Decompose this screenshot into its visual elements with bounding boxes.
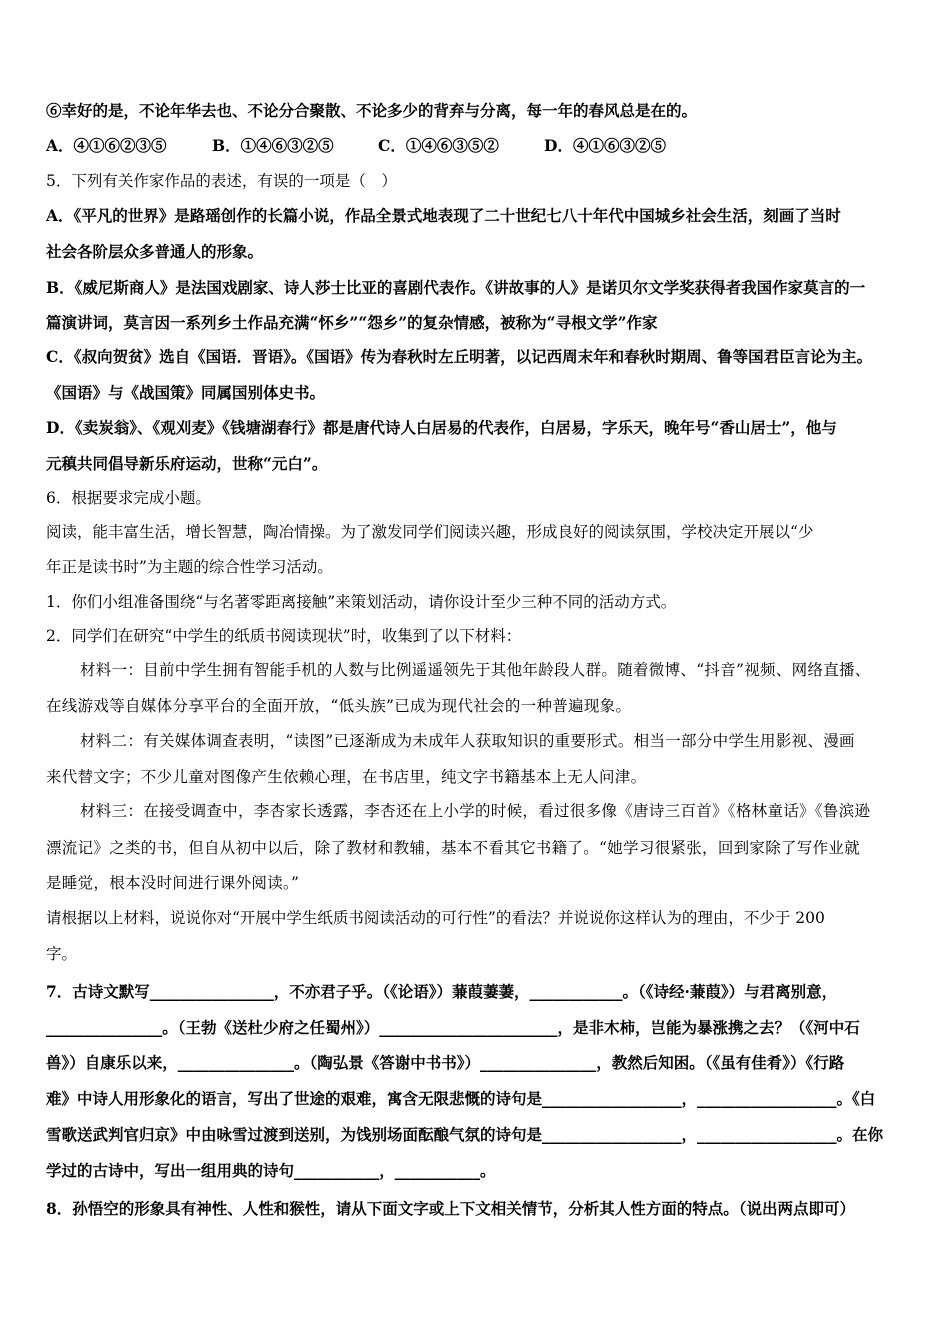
q8-stem: 8．孙悟空的形象具有神性、人性和猴性，请从下面文字或上下文相关情节，分析其人性方面的特点。（说出两点即可） [46, 1199, 856, 1218]
q4-option-a: A．④①⑥②③⑤ [46, 136, 167, 155]
q6-task-line2: 字。 [46, 945, 78, 963]
q4-option-d: D．④①⑥③②⑤ [544, 136, 666, 155]
q7-line6: 学过的古诗中，写出一组用典的诗句___________，___________。 [46, 1161, 496, 1180]
q5-stem: 5．下列有关作家作品的表述，有误的一项是（ ） [46, 172, 397, 190]
material-1-line2: 在线游戏等自媒体分享平台的全面开放，“低头族”已成为现代社会的一种普遍现象。 [46, 697, 632, 715]
q5-option-a-line2: 社会各阶层众多普通人的形象。 [46, 242, 264, 261]
q5-option-c-line1: C．《叔向贺贫》选自《国语．晋语》。《国语》传为春秋时左丘明著，以记西周末年和春秋时期周、鲁等国君臣言论为主。 [46, 347, 873, 366]
q7-line4: 难》中诗人用形象化的语言，写出了世途的艰难，寓含无限悲慨的诗句是__________________，__________________。《白 [46, 1089, 876, 1108]
q7-line2: _______________。（王勃《送杜少府之任蜀州》）_______________________，是非木柿，岂能为暴涨携之去？（《河中石 [46, 1018, 860, 1037]
q6-task-line1: 请根据以上材料，说说你对“开展中学生纸质书阅读活动的可行性”的看法？并说说你这样认为的理由，不少于 200 [46, 909, 825, 927]
q6-stem: 6．根据要求完成小题。 [46, 489, 211, 507]
q7-line5: 雪歌送武判官归京》中由咏雪过渡到送别，为饯别场面酝酿气氛的诗句是__________________，__________________。在你 [46, 1125, 884, 1144]
q6-sub-question-2: 2．同学们在研究“中学生的纸质书阅读现状”时，收集到了以下材料： [46, 627, 522, 645]
q5-option-b-line1: B．《威尼斯商人》是法国戏剧家、诗人莎士比亚的喜剧代表作。《讲故事的人》是诺贝尔文学奖获得者我国作家莫言的一 [46, 278, 866, 297]
material-1-line1: 材料一：目前中学生拥有智能手机的人数与比例遥遥领先于其他年龄段人群。随着微博、“抖音”视频、网络直播、 [80, 661, 871, 679]
q4-item-6: ⑥幸好的是，不论年华去也、不论分合聚散、不论多少的背弃与分离，每一年的春风总是在的。 [46, 101, 698, 120]
material-3-line2: 漂流记》之类的书，但自从初中以后，除了教材和教辅，基本不看其它书籍了。“她学习很紧张，回到家除了写作业就 [46, 839, 861, 857]
material-3-line3: 是睡觉，根本没时间进行课外阅读。” [46, 874, 300, 892]
q7-line1: 7．古诗文默写________________，不亦君子乎。（《论语》）蒹葭萋萋，____________。（《诗经·蒹葭》）与君离别意， [46, 982, 838, 1001]
q5-option-d-line1: D．《卖炭翁》、《观刈麦》《钱塘湖春行》都是唐代诗人白居易的代表作，白居易，字乐天，晚年号“香山居士”，他与 [46, 418, 837, 437]
q5-option-d-line2: 元稹共同倡导新乐府运动，世称“元白”。 [46, 454, 328, 473]
q6-intro-line1: 阅读，能丰富生活，增长智慧，陶冶情操。为了激发同学们阅读兴趣，形成良好的阅读氛围，学校决定开展以“少 [46, 523, 814, 541]
q4-option-b: B．①④⑥③②⑤ [212, 136, 334, 155]
q7-line3: 兽》）自康乐以来，_______________。（陶弘景《答谢中书书》）_______________，教然后知困。（《虽有佳肴》）《行路 [46, 1053, 845, 1072]
material-3-line1: 材料三：在接受调查中，李杏家长透露，李杏还在上小学的时候，看过很多像《唐诗三百首》《格林童话》《鲁滨逊 [80, 802, 871, 820]
q4-option-c: C．①④⑥③⑤② [378, 136, 499, 155]
material-2-line2: 来代替文字；不少儿童对图像产生依赖心理，在书店里，纯文字书籍基本上无人问津。 [46, 768, 647, 786]
q6-intro-line2: 年正是读书时”为主题的综合性学习活动。 [46, 558, 333, 576]
q5-option-b-line2: 篇演讲词，莫言因一系列乡土作品充满“怀乡”“怨乡”的复杂情感，被称为“寻根文学”作家 [46, 313, 658, 332]
material-2-line1: 材料二：有关媒体调查表明，“读图”已逐渐成为未成年人获取知识的重要形式。相当一部分中学生用影视、漫画 [80, 732, 855, 750]
q5-option-a-line1: A．《平凡的世界》是路瑶创作的长篇小说，作品全景式地表现了二十世纪七八十年代中国城乡社会生活，刻画了当时 [46, 206, 841, 225]
q6-sub-question-1: 1．你们小组准备围绕“与名著零距离接触”来策划活动，请你设计至少三种不同的活动方式。 [46, 593, 677, 611]
q5-option-c-line2: 《国语》与《战国策》同属国别体史书。 [46, 383, 326, 402]
